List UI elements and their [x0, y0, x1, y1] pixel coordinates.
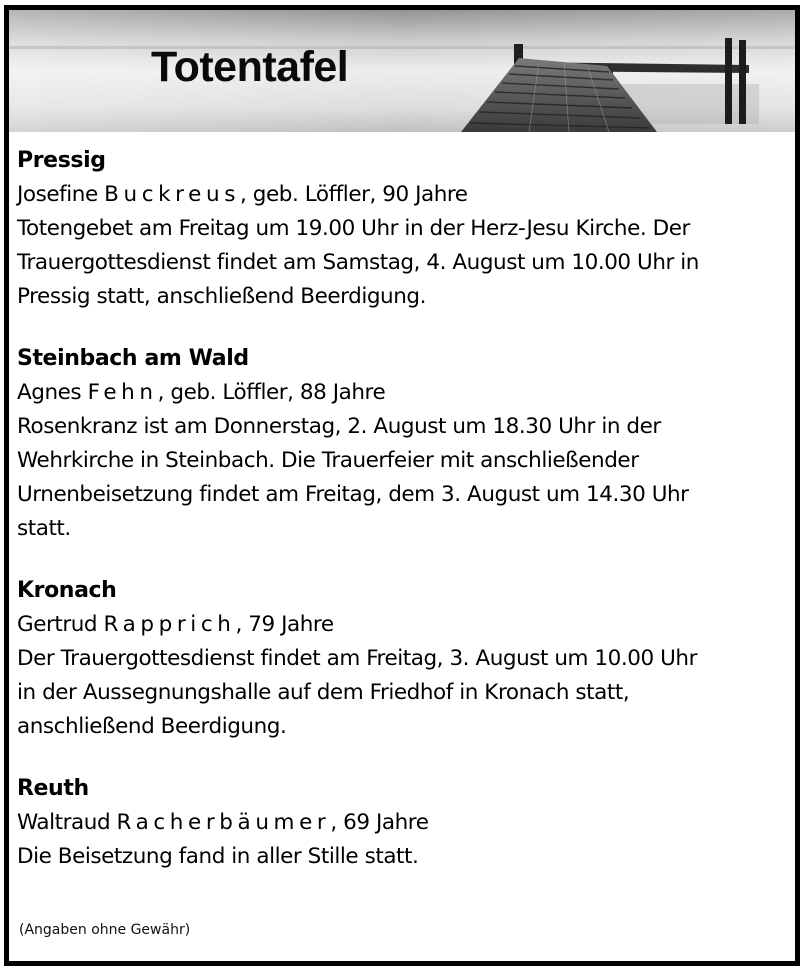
- obituary-entry: [17, 772, 792, 874]
- obituary-entry: [17, 144, 792, 314]
- obituary-list: [17, 144, 792, 902]
- jetty-lake-image: [9, 10, 795, 132]
- service-text-line: Totengebet am Freitag um 19.00 Uhr in der Herz-Jesu Kirche. Der: [17, 216, 690, 241]
- obituary-frame: [4, 5, 800, 966]
- disclaimer-note: (Angaben ohne Gewähr): [19, 922, 191, 938]
- deceased-details: , 69 Jahre: [330, 810, 429, 835]
- deceased-line: [17, 806, 792, 840]
- first-name: Waltraud: [17, 810, 111, 835]
- deceased-details: , 79 Jahre: [235, 612, 334, 637]
- first-name: Gertrud: [17, 612, 98, 637]
- first-name: Josefine: [17, 182, 98, 207]
- header-banner: [9, 10, 795, 132]
- service-text-line: Wehrkirche in Steinbach. Die Trauerfeier mit anschließender: [17, 448, 639, 473]
- surname: Buckreus: [104, 182, 240, 207]
- service-text-line: Urnenbeisetzung findet am Freitag, dem 3. August um 14.30 Uhr: [17, 482, 689, 507]
- surname: Rapprich: [103, 612, 236, 637]
- place-heading: Pressig: [17, 148, 106, 173]
- first-name: Agnes: [17, 380, 82, 405]
- deceased-line: [17, 608, 792, 642]
- service-text-line: Trauergottesdienst findet am Samstag, 4. August um 10.00 Uhr in: [17, 250, 699, 275]
- service-text-line: anschließend Beerdigung.: [17, 714, 287, 739]
- place-heading: Steinbach am Wald: [17, 346, 249, 371]
- service-text-line: in der Aussegnungshalle auf dem Friedhof in Kronach statt,: [17, 680, 630, 705]
- deceased-line: [17, 376, 792, 410]
- service-text-line: Der Trauergottesdienst findet am Freitag, 3. August um 10.00 Uhr: [17, 646, 697, 671]
- deceased-details: , geb. Löffler, 90 Jahre: [240, 182, 468, 207]
- page-title: Totentafel: [151, 43, 349, 91]
- surname: Fehn: [87, 380, 158, 405]
- service-text-line: statt.: [17, 516, 71, 541]
- surname: Racherbäumer: [116, 810, 331, 835]
- service-text-line: Die Beisetzung fand in aller Stille statt.: [17, 844, 419, 869]
- obituary-entry: [17, 342, 792, 546]
- place-heading: Reuth: [17, 776, 89, 801]
- place-heading: Kronach: [17, 578, 117, 603]
- deceased-details: , geb. Löffler, 88 Jahre: [157, 380, 386, 405]
- obituary-entry: [17, 574, 792, 744]
- service-text-line: Pressig statt, anschließend Beerdigung.: [17, 284, 426, 309]
- deceased-line: [17, 178, 792, 212]
- service-text-line: Rosenkranz ist am Donnerstag, 2. August um 18.30 Uhr in der: [17, 414, 661, 439]
